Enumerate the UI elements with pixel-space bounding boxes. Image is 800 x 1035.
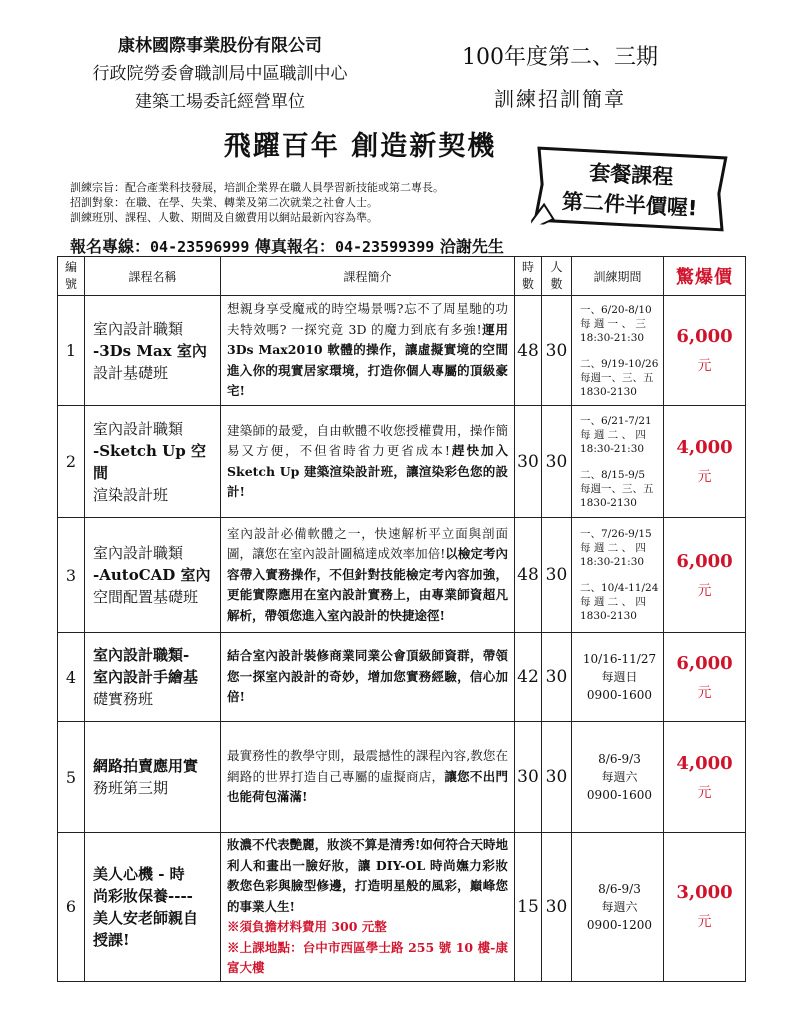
hotline-label: 報名專線：: [70, 237, 151, 256]
promo-banner: [531, 144, 730, 234]
course-intro: 最實務性的教學守則，最震撼性的課程內容,教您在網路的世界打造自己專屬的虛擬商店，讓您不出門也能荷包滿滿!: [221, 722, 515, 833]
header-people: 人 數: [542, 257, 572, 296]
promo-line-2: 第二件半價喔!: [561, 189, 698, 221]
unit-name: 建築工場委託經營單位: [135, 92, 305, 112]
fax-number[interactable]: 04-23599399: [334, 238, 435, 256]
notes: [70, 180, 444, 225]
course-capacity: 30: [542, 296, 572, 406]
course-name: 室內設計職類 -Sketch Up 空間 渲染設計班: [85, 406, 221, 518]
course-name: 室內設計職類 -3Ds Max 室內 設計基礎班: [85, 296, 221, 406]
period-block: [440, 40, 680, 112]
row-no: 5: [58, 722, 85, 833]
table-row: [58, 633, 746, 722]
course-name: 室內設計職類- 室內設計手繪基 礎實務班: [85, 633, 221, 722]
note-purpose: 訓練宗旨：配合產業科技發展，培訓企業界在職人員學習新技能或第二專長。: [70, 181, 444, 194]
course-intro: 妝濃不代表艷麗，妝淡不算是清秀!如何符合天時地利人和畫出一臉好妝，讓 DIY-OL 時尚嫵力彩妝教您色彩與臉型修邊，打造明星般的風彩，巔峰您的事業人生! ※須負擔材料費用 300 元整 ※上課地點：台中市西區學士路 255 號 10 樓-康富大樓: [221, 833, 515, 982]
hotline-phone[interactable]: 04-23596999: [150, 238, 250, 256]
course-hours: 48: [515, 518, 542, 633]
course-period: 一、6/21-7/21 每 週 二 、 四 18:30-21:30 二、8/15-9/5 每週一、三、五 1830-2130: [572, 406, 664, 518]
header-no: 編 號: [58, 257, 85, 296]
row-no: 6: [58, 833, 85, 982]
header-price: 驚爆價: [664, 257, 746, 296]
row-no: 4: [58, 633, 85, 722]
course-capacity: 30: [542, 633, 572, 722]
table-row: [58, 406, 746, 518]
company-name: 康林國際事業股份有限公司: [118, 36, 322, 56]
course-price: 6,000 元: [664, 296, 746, 406]
note-audience: 招訓對象：在職、在學、失業、轉業及第二次就業之社會人士。: [70, 196, 378, 209]
course-price: 6,000 元: [664, 518, 746, 633]
course-hours: 15: [515, 833, 542, 982]
course-capacity: 30: [542, 833, 572, 982]
header-period: 訓練期間: [572, 257, 664, 296]
table-row: [58, 518, 746, 633]
row-no: 3: [58, 518, 85, 633]
organization-block: [40, 32, 400, 116]
course-hours: 42: [515, 633, 542, 722]
table-header-row: [58, 257, 746, 296]
course-intro: 想親身享受魔戒的時空場景嗎?忘不了周星馳的功夫特效嗎? 一探究竟 3D 的魔力到底有多強!運用 3Ds Max2010 軟體的操作，讓虛擬實境的空間進入你的現實居家環境，打造你個人專屬的頂級豪宅!: [221, 296, 515, 406]
course-name: 美人心機 - 時 尚彩妝保養---- 美人安老師親自 授課!: [85, 833, 221, 982]
material-fee-note: ※須負擔材料費用 300 元整: [227, 919, 387, 934]
note-disclaimer: 訓練班別、課程、人數、期間及自繳費用以網站最新內容為準。: [70, 211, 378, 224]
header-name: 課程名稱: [85, 257, 221, 296]
course-name: 室內設計職類 -AutoCAD 室內 空間配置基礎班: [85, 518, 221, 633]
course-hours: 48: [515, 296, 542, 406]
course-capacity: 30: [542, 722, 572, 833]
course-intro: 室內設計必備軟體之一，快速解析平立面與剖面圖，讓您在室內設計圖稿達成效率加倍!以檢定考內容帶入實務操作，不但針對技能檢定考內容加強，更能實際應用在室內設計實務上，由專業師資超凡解析，帶領您進入室內設計的快捷途徑!: [221, 518, 515, 633]
course-period: 一、7/26-9/15 每 週 二 、 四 18:30-21:30 二、10/4-11/24 每 週 二 、 四 1830-2130: [572, 518, 664, 633]
course-intro: 結合室內設計裝修商業同業公會頂級師資群，帶領您一探室內設計的奇妙，增加您實務經驗，信心加倍!: [221, 633, 515, 722]
course-table: [57, 256, 746, 982]
course-price: 6,000 元: [664, 633, 746, 722]
slogan: 飛躍百年 創造新契機: [223, 131, 497, 162]
course-price: 4,000 元: [664, 406, 746, 518]
course-period: 8/6-9/3 每週六 0900-1200: [572, 833, 664, 982]
contact-person: 洽謝先生: [434, 237, 504, 256]
course-name: 網路拍賣應用實 務班第三期: [85, 722, 221, 833]
course-capacity: 30: [542, 518, 572, 633]
course-intro: 建築師的最愛，自由軟體不收您授權費用，操作簡易又方便，不但省時省力更省成本!趕快加入 Sketch Up 建築渲染設計班，讓渲染彩色您的設計!: [221, 406, 515, 518]
promo-line-1: 套餐課程: [588, 160, 674, 190]
agency-name: 行政院勞委會職訓局中區職訓中心: [92, 64, 348, 84]
course-hours: 30: [515, 722, 542, 833]
row-no: 2: [58, 406, 85, 518]
header-hours: 時 數: [515, 257, 542, 296]
course-hours: 30: [515, 406, 542, 518]
table-row: [58, 296, 746, 406]
period-title: 100年度第二、三期: [462, 45, 658, 70]
brochure-title: 訓練招訓簡章: [494, 87, 626, 111]
row-no: 1: [58, 296, 85, 406]
course-period: 一、6/20-8/10 每 週 一 、 三 18:30-21:30 二、9/19-10/26 每週一、三、五 1830-2130: [572, 296, 664, 406]
course-price: 3,000 元: [664, 833, 746, 982]
course-period: 8/6-9/3 每週六 0900-1600: [572, 722, 664, 833]
table-row: [58, 722, 746, 833]
fax-label: 傳真報名：: [249, 237, 335, 256]
hotline: [70, 234, 504, 257]
table-row: [58, 833, 746, 982]
course-capacity: 30: [542, 406, 572, 518]
course-price: 4,000 元: [664, 722, 746, 833]
header-intro: 課程簡介: [221, 257, 515, 296]
course-period: 10/16-11/27 每週日 0900-1600: [572, 633, 664, 722]
location-note: ※上課地點：台中市西區學士路 255 號 10 樓-康富大樓: [227, 939, 508, 975]
